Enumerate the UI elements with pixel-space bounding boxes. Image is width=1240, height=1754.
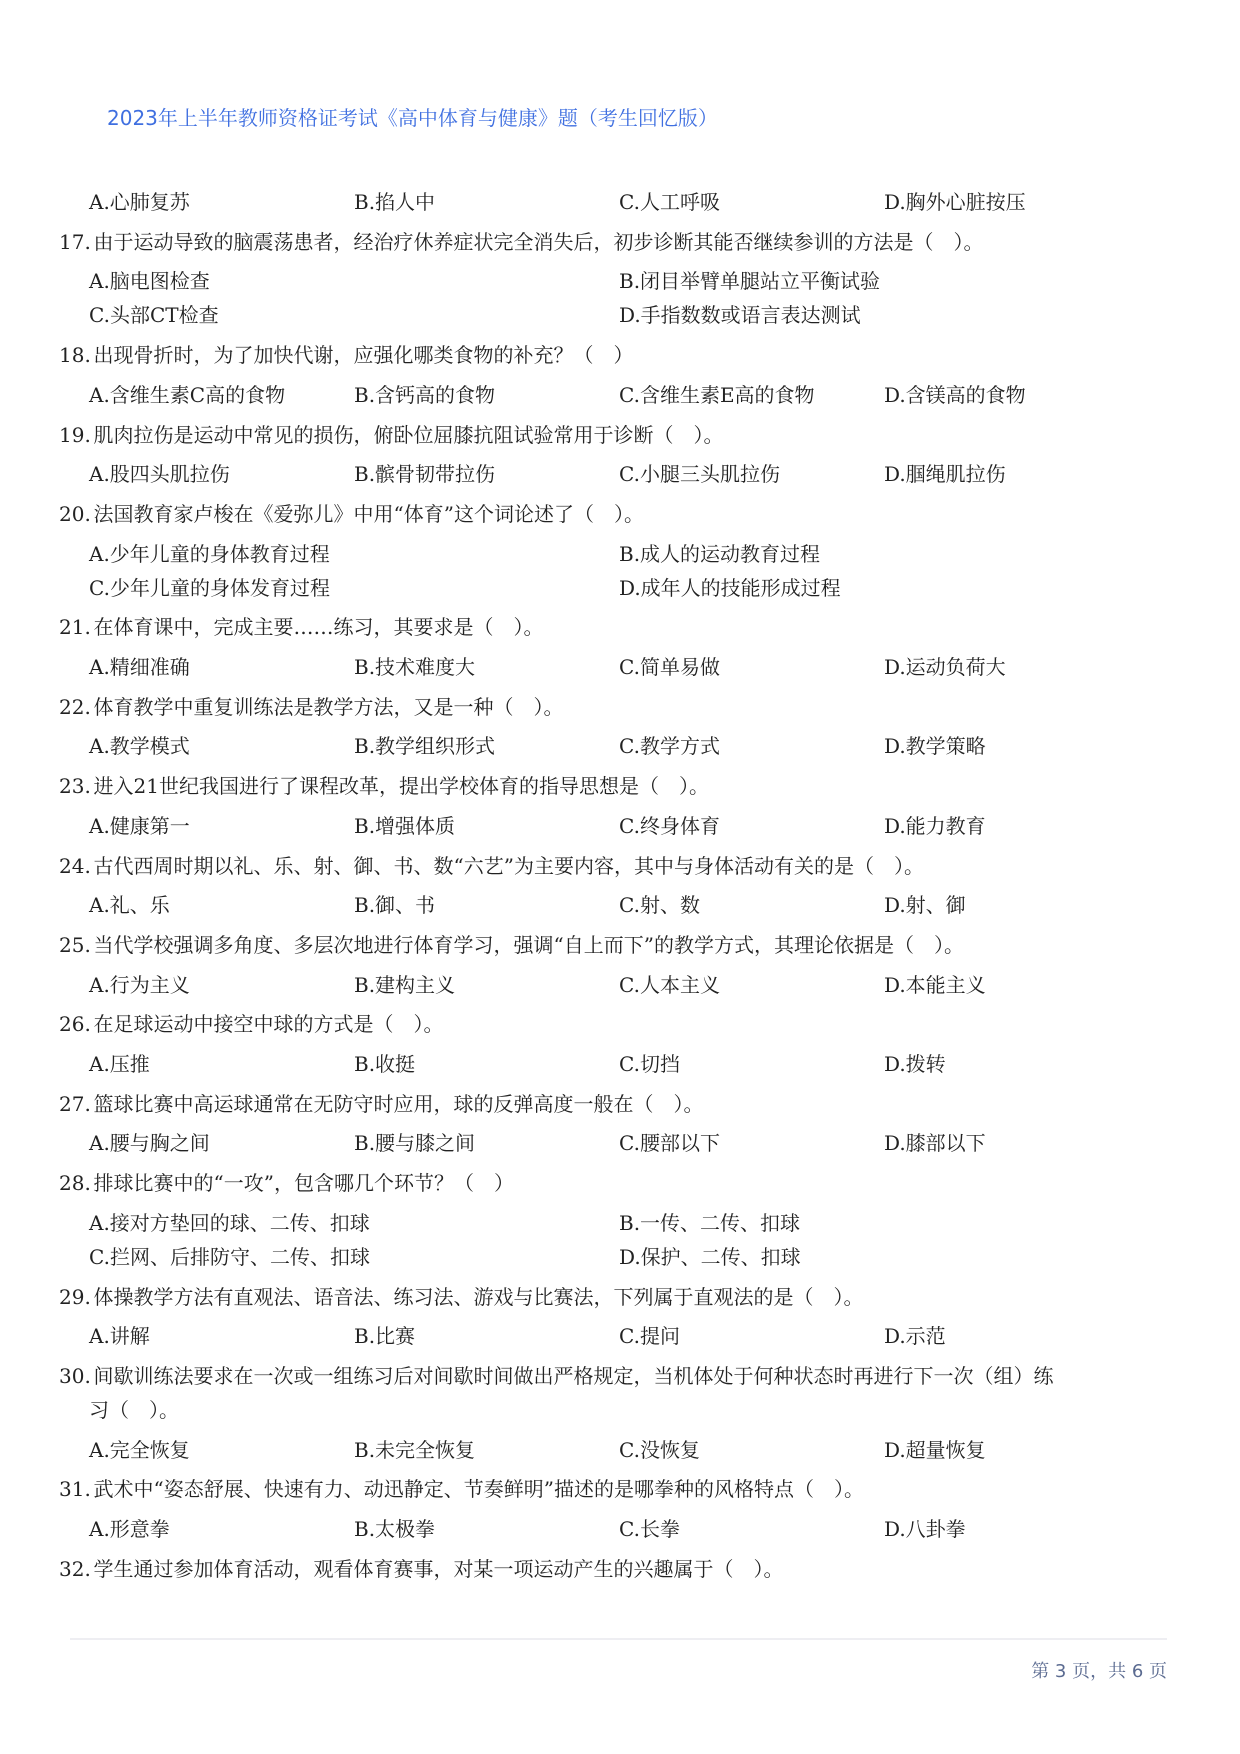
footer-divider <box>70 1638 1167 1640</box>
answer-option: C.拦网、后排防守、二传、扣球 <box>89 1244 370 1269</box>
answer-option: A.压推 <box>89 1052 150 1076</box>
answer-option: C.教学方式 <box>619 734 720 759</box>
answer-option: A.完全恢复 <box>89 1437 190 1462</box>
answer-option: A.形意拳 <box>89 1517 170 1541</box>
question-number: 31. <box>59 1477 91 1502</box>
answer-option: D.八卦拳 <box>884 1517 966 1541</box>
question-stem: 篮球比赛中高运球通常在无防守时应用，球的反弹高度一般在（ ）。 <box>93 1091 704 1116</box>
answer-option: D.运动负荷大 <box>884 655 1006 679</box>
answer-option: A.含维生素C高的食物 <box>89 382 286 407</box>
question-number: 27. <box>59 1091 91 1116</box>
answer-option: C.终身体育 <box>619 813 720 838</box>
question-number: 18. <box>59 343 91 368</box>
answer-option: B.收挺 <box>354 1052 416 1076</box>
page-number: 第 3 页，共 6 页 <box>1031 1661 1167 1682</box>
answer-option: C.人本主义 <box>619 972 720 997</box>
answer-option: D.手指数数或语言表达测试 <box>619 303 861 328</box>
question-number: 24. <box>59 853 91 878</box>
question-number: 22. <box>59 694 91 719</box>
answer-option: B.腰与膝之间 <box>354 1131 476 1156</box>
question-stem: 在足球运动中接空中球的方式是（ ）。 <box>93 1012 444 1037</box>
document-title: 2023年上半年教师资格证考试《高中体育与健康》题（考生回忆版） <box>107 106 718 130</box>
answer-option: B.比赛 <box>354 1324 416 1349</box>
answer-option: D.含镁高的食物 <box>884 382 1026 407</box>
answer-option: A.股四头肌拉伤 <box>89 462 230 487</box>
answer-option: B.含钙高的食物 <box>354 382 496 407</box>
question-stem: 肌肉拉伤是运动中常见的损伤，俯卧位屈膝抗阻试验常用于诊断（ ）。 <box>93 422 724 447</box>
answer-option: A.少年儿童的身体教育过程 <box>89 541 330 566</box>
question-number: 29. <box>59 1284 91 1309</box>
question-stem: 出现骨折时，为了加快代谢，应强化哪类食物的补充？（ ） <box>93 343 634 368</box>
question-number: 19. <box>59 422 91 447</box>
question-stem: 由于运动导致的脑震荡患者，经治疗休养症状完全消失后，初步诊断其能否继续参训的方法是（ ）。 <box>93 229 984 254</box>
answer-option: C.切挡 <box>619 1052 680 1076</box>
question-stem: 排球比赛中的“一攻”，包含哪几个环节？（ ） <box>93 1171 514 1196</box>
answer-option: D.膝部以下 <box>884 1131 986 1156</box>
answer-option: D.能力教育 <box>884 813 986 838</box>
question-number: 17. <box>59 229 91 254</box>
answer-option: D.教学策略 <box>884 734 986 759</box>
question-stem-continued: 习（ ）。 <box>89 1397 179 1422</box>
answer-option: D.拨转 <box>884 1052 946 1076</box>
answer-option: C.少年儿童的身体发育过程 <box>89 575 330 600</box>
answer-option: D.保护、二传、扣球 <box>619 1244 801 1269</box>
question-stem: 体操教学方法有直观法、语音法、练习法、游戏与比赛法，下列属于直观法的是（ ）。 <box>93 1284 864 1309</box>
answer-option: B.太极拳 <box>354 1517 436 1541</box>
answer-option: A.接对方垫回的球、二传、扣球 <box>89 1210 370 1235</box>
question-number: 32. <box>59 1556 91 1581</box>
question-number: 23. <box>59 774 91 799</box>
answer-option: C.提问 <box>619 1324 680 1349</box>
answer-option: C.没恢复 <box>619 1437 700 1462</box>
answer-option: A.行为主义 <box>89 972 190 997</box>
answer-option: B.一传、二传、扣球 <box>619 1210 801 1235</box>
question-stem: 武术中“姿态舒展、快速有力、动迅静定、节奏鲜明”描述的是哪拳种的风格特点（ ）。 <box>93 1477 864 1502</box>
question-stem: 进入21世纪我国进行了课程改革，提出学校体育的指导思想是（ ）。 <box>93 774 709 799</box>
question-stem: 学生通过参加体育活动，观看体育赛事，对某一项运动产生的兴趣属于（ ）。 <box>93 1556 784 1581</box>
answer-option: B.掐人中 <box>354 190 436 214</box>
question-stem: 在体育课中，完成主要……练习，其要求是（ ）。 <box>93 615 544 640</box>
answer-option: C.含维生素E高的食物 <box>619 382 815 407</box>
answer-option: D.胸外心脏按压 <box>884 190 1026 214</box>
answer-option: A.教学模式 <box>89 734 190 759</box>
answer-option: B.未完全恢复 <box>354 1437 476 1462</box>
question-number: 20. <box>59 501 91 526</box>
answer-option: D.射、御 <box>884 893 966 918</box>
answer-option: B.御、书 <box>354 893 436 918</box>
answer-option: A.腰与胸之间 <box>89 1131 210 1156</box>
answer-option: A.讲解 <box>89 1324 150 1349</box>
answer-option: A.脑电图检查 <box>89 269 210 294</box>
question-number: 28. <box>59 1171 91 1196</box>
answer-option: B.教学组织形式 <box>354 734 496 759</box>
answer-option: B.建构主义 <box>354 972 456 997</box>
question-stem: 体育教学中重复训练法是教学方法，又是一种（ ）。 <box>93 694 564 719</box>
answer-option: C.小腿三头肌拉伤 <box>619 462 780 487</box>
answer-option: B.增强体质 <box>354 813 456 838</box>
question-number: 26. <box>59 1012 91 1037</box>
answer-option: C.长拳 <box>619 1517 680 1541</box>
answer-option: C.射、数 <box>619 893 700 918</box>
answer-option: D.示范 <box>884 1324 946 1349</box>
question-number: 21. <box>59 615 91 640</box>
answer-option: D.成年人的技能形成过程 <box>619 575 841 600</box>
answer-option: B.髌骨韧带拉伤 <box>354 462 496 487</box>
answer-option: A.礼、乐 <box>89 893 170 918</box>
answer-option: B.成人的运动教育过程 <box>619 541 821 566</box>
question-stem: 古代西周时期以礼、乐、射、御、书、数“六艺”为主要内容，其中与身体活动有关的是（ ）。 <box>93 853 924 878</box>
answer-option: D.腘绳肌拉伤 <box>884 462 1006 487</box>
question-stem: 当代学校强调多角度、多层次地进行体育学习，强调“自上而下”的教学方式，其理论依据是（ ）。 <box>93 932 964 957</box>
question-number: 25. <box>59 932 91 957</box>
answer-option: C.简单易做 <box>619 655 720 679</box>
answer-option: C.人工呼吸 <box>619 190 720 214</box>
answer-option: B.技术难度大 <box>354 655 476 679</box>
answer-option: C.头部CT检查 <box>89 303 219 328</box>
question-stem: 法国教育家卢梭在《爱弥儿》中用“体育”这个词论述了（ ）。 <box>93 501 644 526</box>
question-number: 30. <box>59 1363 91 1388</box>
answer-option: B.闭目举臂单腿站立平衡试验 <box>619 269 881 294</box>
answer-option: A.心肺复苏 <box>89 190 190 214</box>
answer-option: D.本能主义 <box>884 972 986 997</box>
answer-option: D.超量恢复 <box>884 1437 986 1462</box>
answer-option: A.健康第一 <box>89 813 190 838</box>
answer-option: A.精细准确 <box>89 655 190 679</box>
question-stem: 间歇训练法要求在一次或一组练习后对间歇时间做出严格规定，当机体处于何种状态时再进行下一次（组）练 <box>93 1363 1054 1388</box>
answer-option: C.腰部以下 <box>619 1131 720 1156</box>
